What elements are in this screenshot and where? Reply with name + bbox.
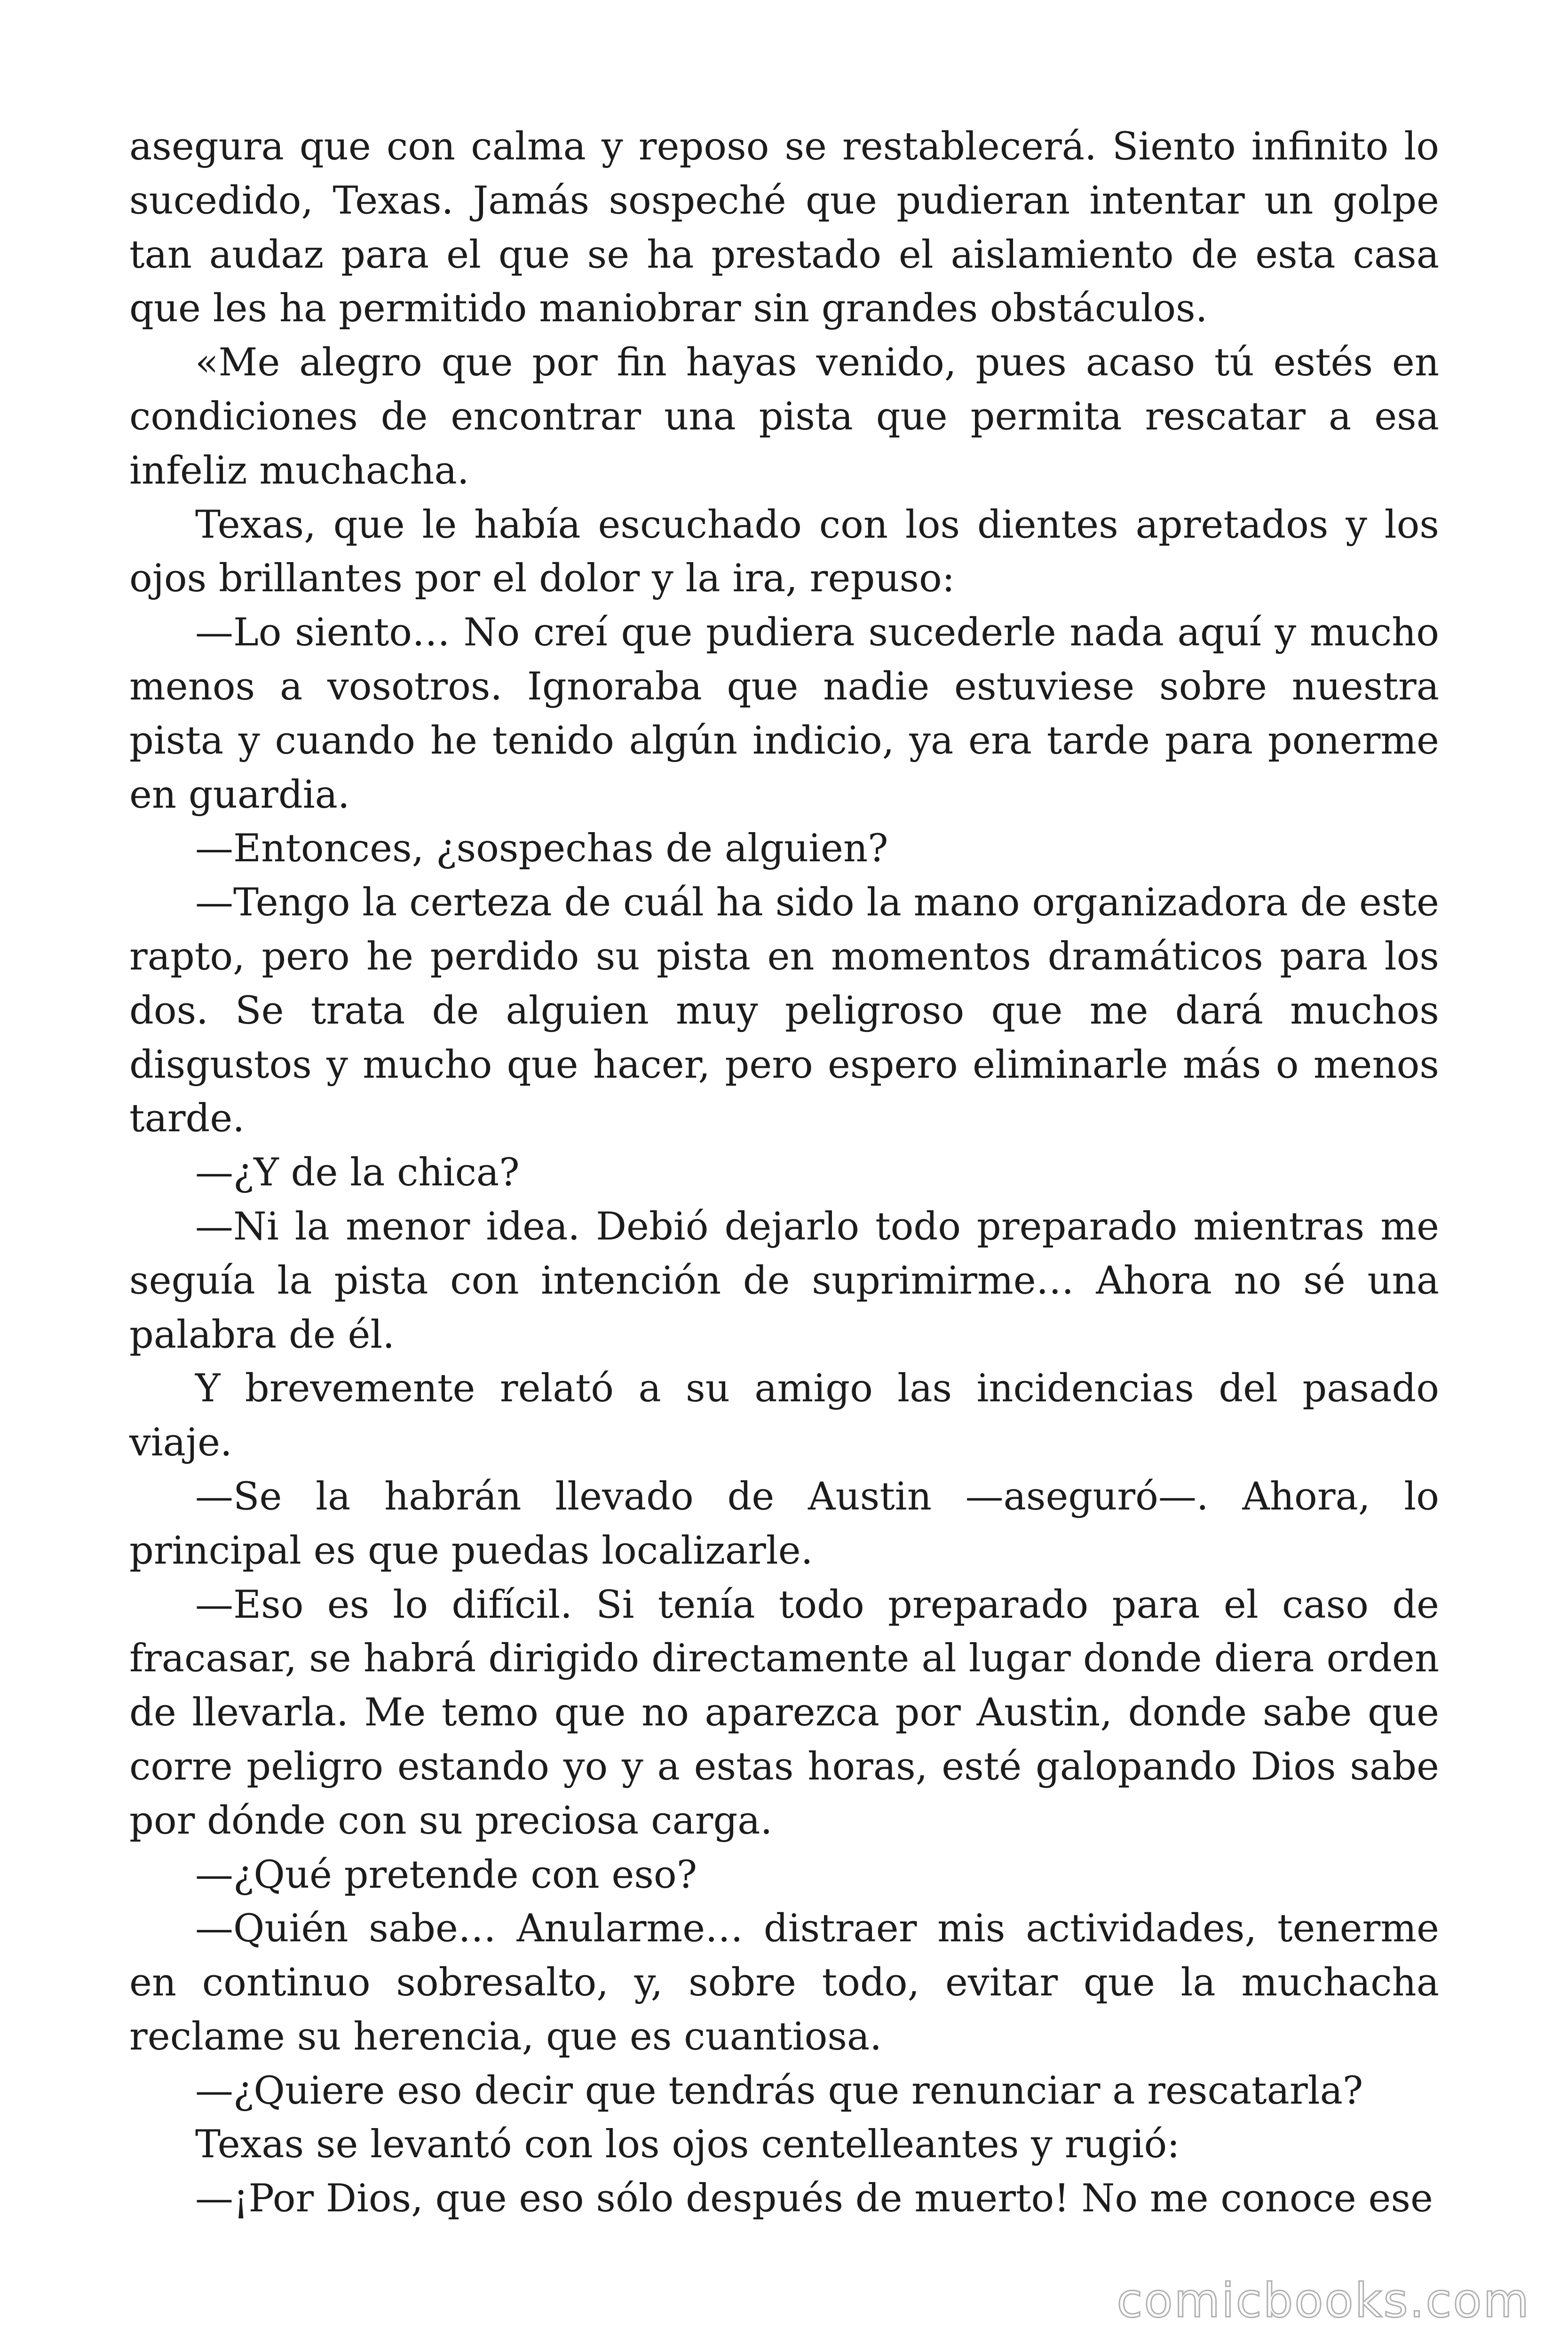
paragraph: —Ni la menor idea. Debió dejarlo todo preparado mientras me seguía la pista con intención de suprimirme… Ahora no sé una palabra de él. [129,1204,1439,1357]
paragraph: Texas, que le había escuchado con los dientes apretados y los ojos brillantes por el dolor y la ira, repuso: [129,502,1439,601]
watermark: comicbooks.com [1117,2273,1530,2328]
paragraph: —Eso es lo difícil. Si tenía todo preparado para el caso de fracasar, se habrá dirigido directamente al lugar donde diera orden de llevarla. Me temo que no aparezca por Austin, donde sabe que corre peligro estando yo y a estas horas, esté galopando Dios sabe por dónde con su preciosa carga. [129,1582,1439,1843]
page-body [129,120,1439,2226]
paragraph: —¿Qué pretende con eso? [195,1852,697,1897]
paragraph: —Se la habrán llevado de Austin —aseguró—. Ahora, lo principal es que puedas localizarle. [129,1474,1439,1573]
paragraph: —Tengo la certeza de cuál ha sido la mano organizadora de este rapto, pero he perdido su pista en momentos dramáticos para los dos. Se trata de alguien muy peligroso que me dará muchos disgustos y mucho que hacer, pero espero eliminarle más o menos tarde. [129,881,1439,1141]
paragraph: —¿Y de la chica? [195,1151,520,1195]
paragraph: asegura que con calma y reposo se restablecerá. Siento infinito lo sucedido, Texas. Jamás sospeché que pudieran intentar un golpe tan audaz para el que se ha prestado el aislamiento de esta casa que les ha permitido maniobrar sin grandes obstáculos. [129,125,1439,331]
paragraph: Texas se levantó con los ojos centelleantes y rugió: [195,2122,1180,2167]
paragraph: —¿Quiere eso decir que tendrás que renunciar a rescatarla? [195,2068,1363,2113]
paragraph: «Me alegro que por fin hayas venido, pues acaso tú estés en condiciones de encontrar una pista que permita rescatar a esa infeliz muchacha. [129,341,1439,493]
paragraph: —¡Por Dios, que eso sólo después de muerto! No me conoce ese [195,2177,1433,2221]
paragraph: —Quién sabe… Anularme… distraer mis actividades, tenerme en continuo sobresalto, y, sobre todo, evitar que la muchacha reclame su herencia, que es cuantiosa. [129,1907,1439,2059]
paragraph: —Entonces, ¿sospechas de alguien? [195,826,888,871]
paragraph: Y brevemente relató a su amigo las incidencias del pasado viaje. [129,1367,1439,1465]
paragraph: —Lo siento… No creí que pudiera sucederle nada aquí y mucho menos a vosotros. Ignoraba que nadie estuviese sobre nuestra pista y cuando he tenido algún indicio, ya era tarde para ponerme en guardia. [129,611,1439,817]
